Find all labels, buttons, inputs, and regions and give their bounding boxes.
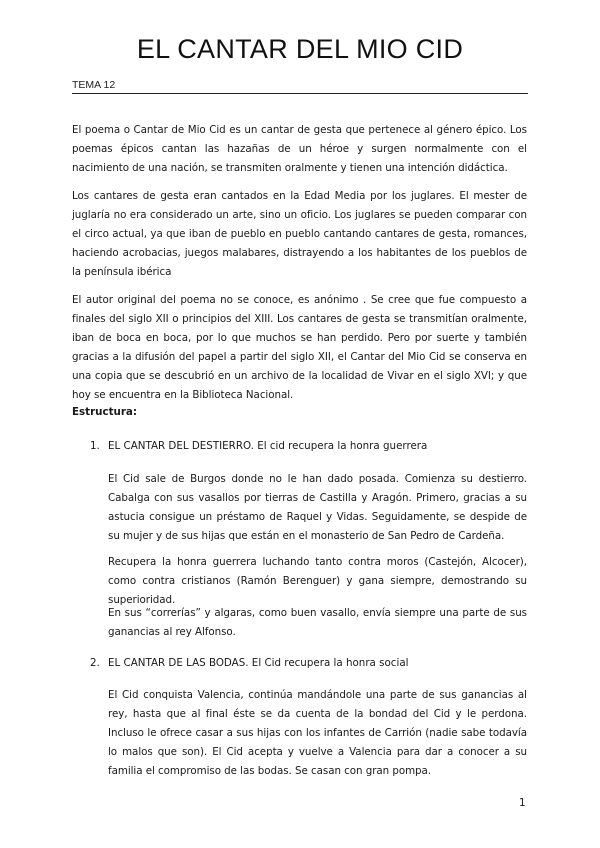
structure-heading: Estructura: bbox=[72, 406, 137, 418]
topic-label: TEMA 12 bbox=[72, 79, 116, 91]
list-item-paragraph: El Cid conquista Valencia, continúa mandándole una parte de sus ganancias al rey, hasta que al final éste se da cuenta de la bondad del Cid y le perdona. Incluso le ofrece casar a sus hijas con los infantes de Carrión (nadie sabe todavía lo malos que son). El Cid acepta y vuelve a Valencia para dar a conocer a su familia el compromiso de las bodas. Se casan con gran pompa. bbox=[108, 689, 527, 777]
document-title: EL CANTAR DEL MIO CID bbox=[136, 34, 464, 64]
list-item-paragraph: En sus “correrías” y algaras, como buen vasallo, envía siempre una parte de sus ganancias al rey Alfonso. bbox=[108, 607, 527, 638]
juglares-paragraph: Los cantares de gesta eran cantados en la Edad Media por los juglares. El mester de juglaría no era considerado un arte, sino un oficio. Los juglares se pueden comparar con el circo actual, ya que iban de pueblo en pueblo cantando cantares de gesta, romances, haciendo acrobacias, juegos malabares, distrayendo a los habitantes de los pueblos de la península ibérica bbox=[72, 190, 527, 278]
list-item-title-text: EL CANTAR DEL DESTIERRO. El cid recupera la honra guerrera bbox=[108, 440, 428, 452]
list-item-number: 2. bbox=[90, 657, 100, 669]
list-item-title bbox=[90, 654, 409, 673]
intro-paragraph: El poema o Cantar de Mio Cid es un cantar de gesta que pertenece al género épico. Los poemas épicos cantan las hazañas de un héroe y surgen normalmente con el nacimiento de una nación, se transmiten oralmente y tienen una intención didáctica. bbox=[72, 124, 527, 174]
header-divider bbox=[72, 93, 528, 94]
author-paragraph: El autor original del poema no se conoce, es anónimo . Se cree que fue compuesto a finales del siglo XII o principios del XIII. Los cantares de gesta se transmitían oralmente, iban de boca en boca, por lo que muchos se han perdido. Pero por suerte y también gracias a la difusión del papel a partir del siglo XII, el Cantar del Mio Cid se conserva en una copia que se descubrió en un archivo de la localidad de Vivar en el siglo XVI; y que hoy se encuentra en la Biblioteca Nacional. bbox=[72, 294, 527, 401]
list-item-title-text: EL CANTAR DE LAS BODAS. El Cid recupera la honra social bbox=[108, 657, 409, 669]
list-item-paragraph: Recupera la honra guerrera luchando tanto contra moros (Castejón, Alcocer), como contra cristianos (Ramón Berenguer) y gana siempre, demostrando su superioridad. bbox=[108, 556, 527, 606]
page-number: 1 bbox=[519, 797, 526, 809]
list-item-paragraph: El Cid sale de Burgos donde no le han dado posada. Comienza su destierro. Cabalga con sus vasallos por tierras de Castilla y Aragón. Primero, gracias a su astucia consigue un préstamo de Raquel y Vidas. Seguidamente, se despide de su mujer y de sus hijas que están en el monasterio de San Pedro de Cardeña. bbox=[108, 473, 527, 542]
list-item-title bbox=[90, 437, 427, 456]
list-item-number: 1. bbox=[90, 440, 100, 452]
